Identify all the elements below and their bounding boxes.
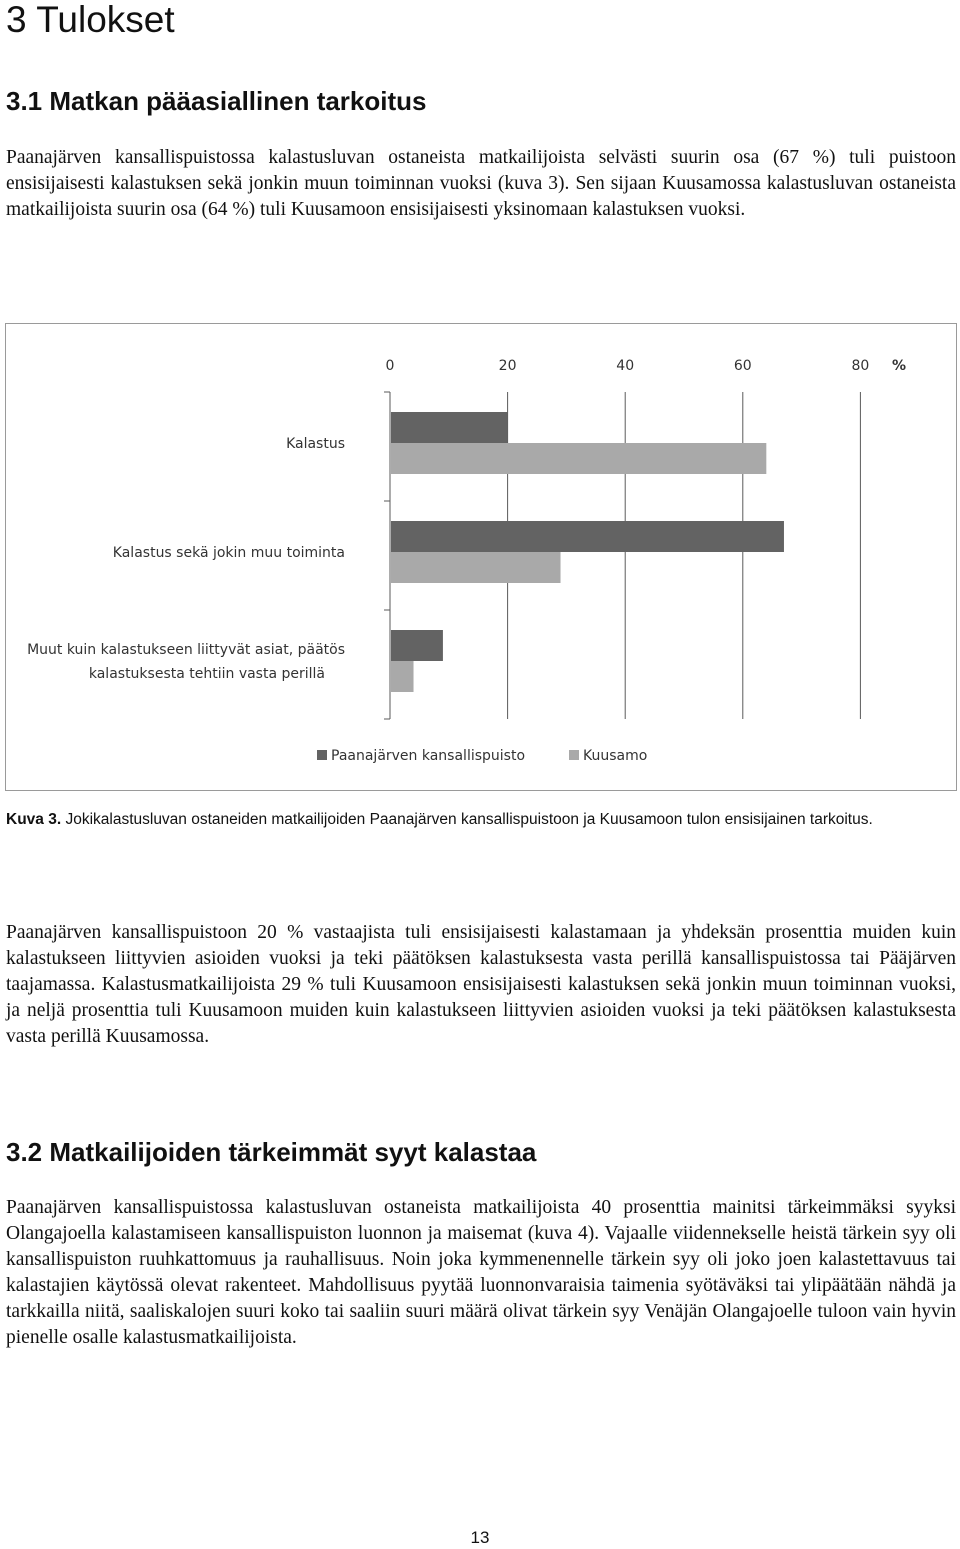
caption-text: Jokikalastusluvan ostaneiden matkailijoiden Paanajärven kansallispuistoon ja Kuusamoon tulon ensisijainen tarkoitus.	[61, 811, 873, 828]
bar	[391, 661, 414, 692]
chapter-heading: 3 Tulokset	[6, 0, 175, 40]
legend-swatch	[317, 750, 327, 760]
x-tick-label: 20	[498, 358, 517, 374]
bar	[391, 443, 766, 474]
bar	[391, 521, 784, 552]
legend-swatch	[569, 750, 579, 760]
x-tick-label: 40	[616, 358, 635, 374]
intro-paragraph: Paanajärven kansallispuistossa kalastusluvan ostaneista matkailijoista selvästi suurin osa (67 %) tuli puistoon ensisijaisesti kalastuksen sekä jonkin muun toiminnan vuoksi (kuva 3). Sen sijaan Kuusamossa kalastusluvan ostaneista matkailijoista suurin osa (64 %) tuli Kuusamoon ensisijaisesti yksinomaan kalastuksen vuoksi.	[6, 147, 956, 220]
section-heading-3-2: 3.2 Matkailijoiden tärkeimmät syyt kalastaa	[6, 1137, 537, 1167]
x-tick-label: 0	[385, 358, 395, 374]
category-label: kalastuksesta tehtiin vasta perillä	[88, 666, 325, 682]
figure-caption	[6, 809, 956, 831]
category-label: Kalastus sekä jokin muu toiminta	[112, 545, 345, 561]
reasons-paragraph: Paanajärven kansallispuistossa kalastusluvan ostaneista matkailijoista 40 prosenttia mainitsi tärkeimmäksi syyksi Olangajoella kalastamiseen kansallispuiston luonnon ja maisemat (kuva 4). Vajaalle viidennekselle heistä tärkein syy oli kansallispuiston ruuhkattomuus ja rauhallisuus. Noin joka kymmenennelle tärkein syy oli joko joen kalastettavuus tai kalastajien käytössä olevat rakenteet. Mahdollisuus pyytää luonnonvaraisia taimenia syötäväksi tai ylipäätään nähdä ja tarkkailla niitä, saaliskalojen suuri koko tai saaliin suuri määrä olivat tärkein syy Venäjän Olangajoelle tuloon vain hyvin pienelle osalle kalastusmatkailijoista.	[6, 1197, 956, 1348]
x-unit-label: %	[891, 358, 907, 374]
bar	[391, 412, 508, 443]
x-tick-label: 80	[851, 358, 870, 374]
category-label: Muut kuin kalastukseen liittyvät asiat, päätös	[27, 642, 345, 658]
legend-label: Paanajärven kansallispuisto	[331, 748, 526, 764]
x-tick-label: 60	[733, 358, 752, 374]
bar	[391, 630, 443, 661]
bar-chart	[6, 324, 956, 790]
legend-label: Kuusamo	[583, 748, 648, 764]
caption-label: Kuva 3.	[6, 811, 62, 828]
bar	[391, 552, 561, 583]
figure-chart	[5, 323, 957, 791]
category-label: Kalastus	[286, 436, 345, 452]
results-paragraph: Paanajärven kansallispuistoon 20 % vastaajista tuli ensisijaisesti kalastamaan ja yhdeksän prosenttia muiden kuin kalastukseen liittyvien asioiden vuoksi ja teki päätöksen kalastuksesta vasta perillä kansallispuistossa tai Pääjärven taajamassa. Kalastusmatkailijoista 29 % tuli Kuusamoon ensisijaisesti kalastuksen sekä jonkin muun toiminnan vuoksi, ja neljä prosenttia tuli Kuusamoon muiden kuin kalastukseen liittyvien asioiden vuoksi ja teki päätöksen kalastuksesta vasta perillä Kuusamossa.	[6, 922, 956, 1047]
page-number: 13	[470, 1528, 490, 1547]
section-heading-3-1: 3.1 Matkan pääasiallinen tarkoitus	[6, 86, 427, 116]
